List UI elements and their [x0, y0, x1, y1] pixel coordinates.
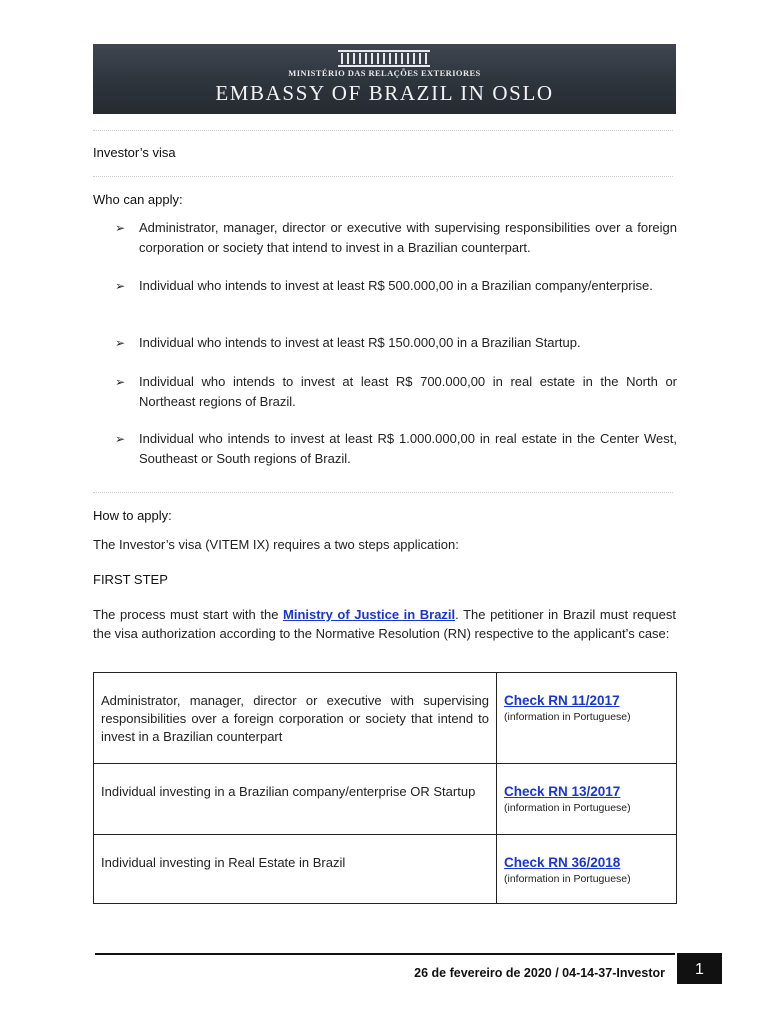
ministry-name: MINISTÉRIO DAS RELAÇÕES EXTERIORES — [288, 68, 481, 78]
how-to-apply-intro: The Investor’s visa (VITEM IX) requires a two steps application: — [93, 537, 459, 552]
process-paragraph: The process must start with the Ministry of Justice in Brazil. The petitioner in Brazil must request the visa authorization according to the Normative Resolution (RN) respective to the applicant’s case: — [93, 607, 676, 641]
header-banner — [93, 44, 676, 114]
case-description: Individual investing in a Brazilian company/enterprise OR Startup — [94, 764, 497, 835]
embassy-name: EMBASSY OF BRAZIL IN OSLO — [215, 81, 554, 105]
page-title: Investor’s visa — [93, 145, 176, 160]
divider — [93, 130, 673, 131]
footer-rule — [95, 953, 675, 955]
arrow-bullet-icon: ➢ — [115, 375, 126, 389]
table-row — [94, 673, 677, 764]
check-rn-13-2017-link[interactable]: Check RN 13/2017 — [504, 784, 621, 799]
divider — [93, 176, 673, 177]
check-rn-36-2018-link[interactable]: Check RN 36/2018 — [504, 855, 621, 870]
language-note: (information in Portuguese) — [504, 873, 631, 885]
list-item: ➢ Individual who intends to invest at least R$ 150.000,00 in a Brazilian Startup. — [115, 333, 677, 353]
footer-date-reference: 26 de fevereiro de 2020 / 04-14-37-Investor — [414, 966, 665, 980]
rn-table — [93, 672, 677, 904]
arrow-bullet-icon: ➢ — [115, 432, 126, 446]
page-number: 1 — [677, 953, 722, 984]
arrow-bullet-icon: ➢ — [115, 279, 126, 293]
list-item: ➢ Individual who intends to invest at least R$ 700.000,00 in real estate in the North or Northeast regions of Brazil. — [115, 374, 677, 409]
who-can-apply-heading: Who can apply: — [93, 192, 183, 207]
arrow-bullet-icon: ➢ — [115, 336, 126, 350]
table-row — [94, 835, 677, 904]
language-note: (information in Portuguese) — [504, 711, 631, 723]
arrow-bullet-icon: ➢ — [115, 221, 126, 235]
list-item: ➢ Administrator, manager, director or executive with supervising responsibilities over a foreign corporation or society that intend to invest in a Brazilian counterpart. — [115, 220, 677, 255]
language-note: (information in Portuguese) — [504, 802, 631, 814]
list-item: ➢ Individual who intends to invest at least R$ 500.000,00 in a Brazilian company/enterprise. — [115, 276, 677, 296]
divider — [93, 492, 673, 493]
colonnade-icon — [338, 50, 430, 68]
how-to-apply-heading: How to apply: — [93, 508, 172, 523]
table-row — [94, 764, 677, 835]
case-description: Individual investing in Real Estate in Brazil — [94, 835, 497, 904]
check-rn-11-2017-link[interactable]: Check RN 11/2017 — [504, 693, 620, 708]
first-step-heading: FIRST STEP — [93, 572, 168, 587]
case-description: Administrator, manager, director or executive with supervising responsibilities over a foreign corporation or society that intend to invest in a Brazilian counterpart — [94, 673, 497, 764]
list-item: ➢ Individual who intends to invest at least R$ 1.000.000,00 in real estate in the Center West, Southeast or South regions of Brazil. — [115, 431, 677, 466]
ministry-of-justice-link[interactable]: Ministry of Justice in Brazil — [283, 607, 456, 622]
